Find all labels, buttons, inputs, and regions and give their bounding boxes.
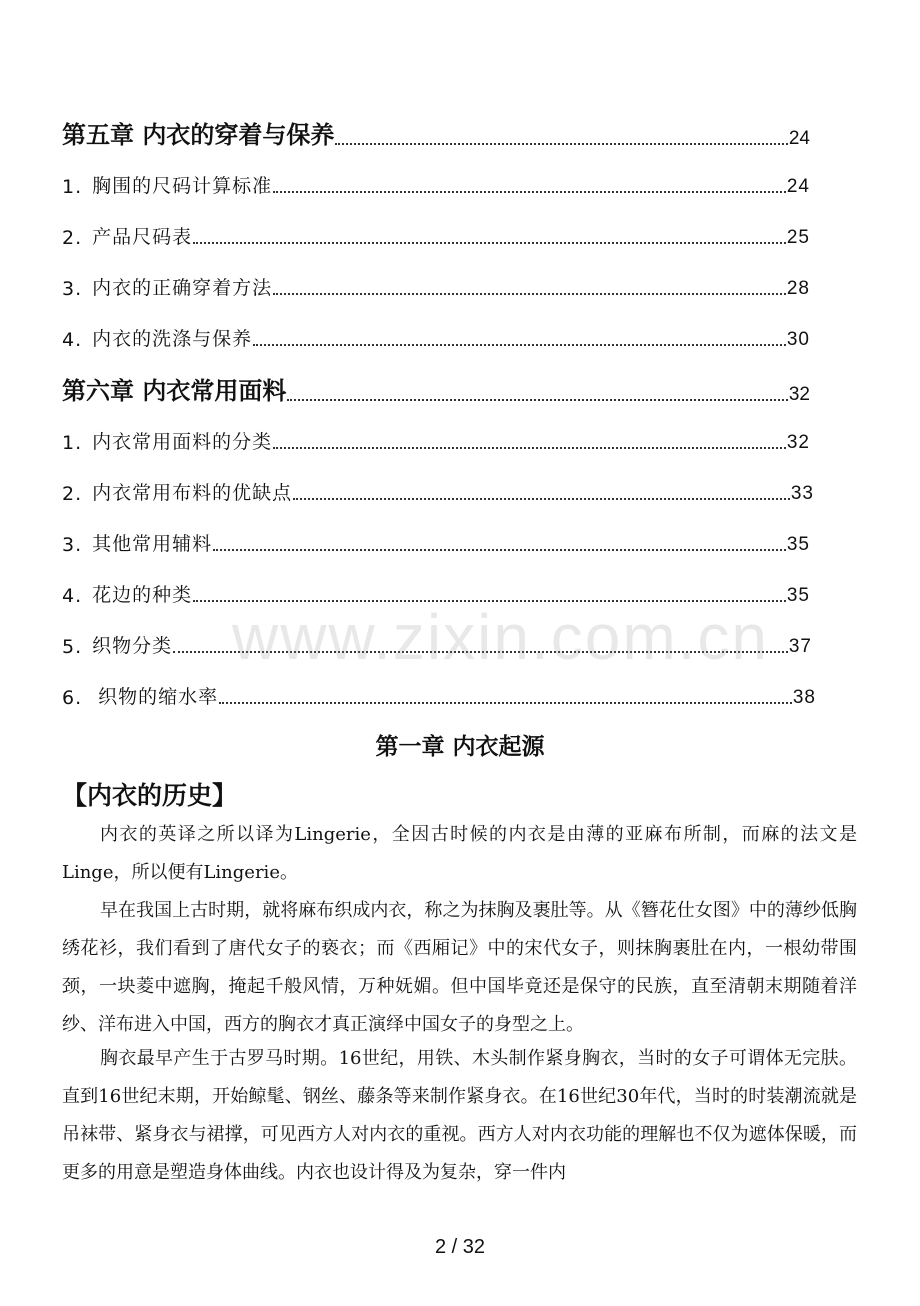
toc-entry-text: 其他常用辅料 bbox=[92, 533, 213, 555]
toc-entry-page: 28 bbox=[786, 278, 810, 299]
toc-entry-chapter-6[interactable] bbox=[62, 370, 810, 406]
toc-leader-dots bbox=[273, 446, 786, 449]
toc-entry-page: 32 bbox=[786, 432, 810, 453]
toc-entry-number: 3. bbox=[62, 534, 83, 556]
toc-entry-number: 2. bbox=[62, 227, 83, 249]
toc-entry-page: 35 bbox=[786, 534, 810, 555]
toc-entry-number: 3. bbox=[62, 278, 83, 300]
toc-entry-6-3[interactable] bbox=[62, 526, 810, 556]
toc-entry-page: 24 bbox=[788, 128, 810, 149]
toc-entry-text: 第五章 内衣的穿着与保养 bbox=[62, 120, 335, 149]
toc-entry-5-4[interactable] bbox=[62, 321, 810, 351]
toc-entry-number: 5. bbox=[62, 636, 83, 658]
toc-leader-dots bbox=[273, 190, 786, 193]
toc-entry-5-3[interactable] bbox=[62, 270, 810, 300]
toc-entry-text: 织物分类 bbox=[92, 635, 173, 657]
toc-entry-number: 1. bbox=[62, 432, 83, 454]
toc-entry-number: 4. bbox=[62, 585, 83, 607]
toc-entry-text: 胸围的尺码计算标准 bbox=[92, 175, 273, 197]
body-paragraph-3: 胸衣最早产生于古罗马时期。16世纪，用铁、木头制作紧身胸衣，当时的女子可谓体无完肤。直到16世纪末期，开始鲸髦、钢丝、藤条等来制作紧身衣。在16世纪30年代，当时的时装潮流就是吊袜带、紧身衣与裙撑，可见西方人对内衣的重视。西方人对内衣功能的理解也不仅为遮体保暖，而更多的用意是塑造身体曲线。内衣也设计得及为复杂，穿一件内 bbox=[62, 1048, 857, 1183]
toc-leader-dots bbox=[273, 292, 786, 295]
toc-entry-6-6[interactable] bbox=[62, 679, 816, 709]
body-paragraph-1: 内衣的英译之所以译为Lingerie，全因古时候的内衣是由薄的亚麻布所制，而麻的法文是Linge，所以便有Lingerie。 bbox=[62, 824, 857, 883]
section-heading: 【内衣的历史】 bbox=[62, 781, 238, 810]
toc-entry-text: 内衣常用面料的分类 bbox=[92, 431, 273, 453]
toc-entry-text: 花边的种类 bbox=[92, 584, 193, 606]
toc-entry-number: 6. bbox=[62, 687, 83, 709]
toc-entry-page: 25 bbox=[786, 227, 810, 248]
toc-entry-text: 产品尺码表 bbox=[92, 226, 193, 248]
toc-leader-dots bbox=[287, 398, 788, 401]
toc-entry-text: 第六章 内衣常用面料 bbox=[62, 376, 287, 405]
toc-entry-page: 24 bbox=[786, 176, 810, 197]
toc-entry-page: 37 bbox=[788, 636, 812, 657]
toc-entry-text: 内衣常用布料的优缺点 bbox=[92, 482, 293, 504]
toc-leader-dots bbox=[213, 548, 786, 551]
toc-leader-dots bbox=[193, 241, 786, 244]
toc-entry-number: 2. bbox=[62, 483, 83, 505]
toc-entry-5-1[interactable] bbox=[62, 168, 810, 198]
toc-entry-5-2[interactable] bbox=[62, 219, 810, 249]
toc-entry-page: 38 bbox=[792, 687, 816, 708]
page-number: 2 / 32 bbox=[434, 1236, 486, 1258]
toc-entry-page: 32 bbox=[788, 384, 810, 405]
toc-entry-text: 内衣的正确穿着方法 bbox=[92, 277, 273, 299]
toc-entry-page: 33 bbox=[790, 483, 814, 504]
toc-leader-dots bbox=[253, 343, 786, 346]
toc-entry-chapter-5[interactable] bbox=[62, 114, 810, 150]
toc-entry-6-1[interactable] bbox=[62, 424, 810, 454]
toc-leader-dots bbox=[219, 701, 792, 704]
toc-entry-number: 1. bbox=[62, 176, 83, 198]
toc-leader-dots bbox=[293, 497, 790, 500]
body-paragraph-2: 早在我国上古时期，就将麻布织成内衣，称之为抹胸及裹肚等。从《簪花仕女图》中的薄纱低胸绣花衫，我们看到了唐代女子的亵衣；而《西厢记》中的宋代女子，则抹胸裹肚在内，一根幼带围颈，一块菱中遮胸，掩起千般风情，万种妩媚。但中国毕竟还是保守的民族，直至清朝末期随着洋纱、洋布进入中国，西方的胸衣才真正演绎中国女子的身型之上。 bbox=[62, 900, 857, 1035]
toc-entry-text: 内衣的洗涤与保养 bbox=[92, 328, 253, 350]
chapter-title: 第一章 内衣起源 bbox=[375, 733, 545, 760]
toc-entry-text: 织物的缩水率 bbox=[98, 686, 219, 708]
toc-entry-6-2[interactable] bbox=[62, 475, 814, 505]
toc-entry-page: 30 bbox=[786, 329, 810, 350]
toc-leader-dots bbox=[335, 142, 788, 145]
watermark: www.zixin.com.cn bbox=[232, 601, 769, 673]
toc-entry-page: 35 bbox=[786, 585, 810, 606]
toc-entry-number: 4. bbox=[62, 329, 83, 351]
